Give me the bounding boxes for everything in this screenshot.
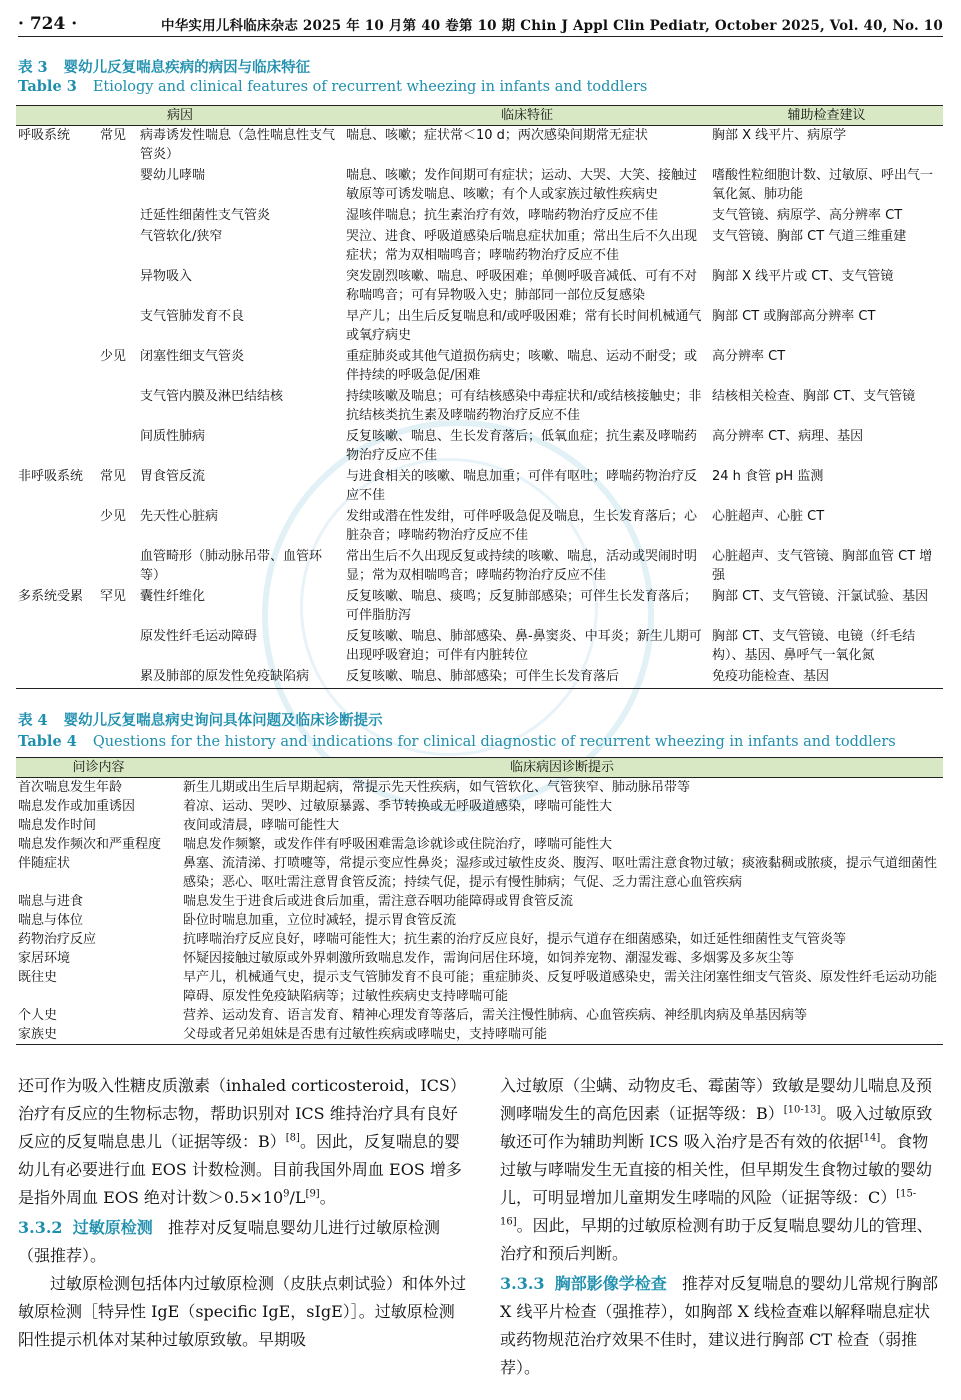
table4-header-cell: 临床病因诊断提示 <box>181 758 943 778</box>
system-cell <box>16 227 98 267</box>
disease-cell: 支气管肺发育不良 <box>140 309 245 324</box>
features-cell: 常出生后不久出现反复或持续的咳嗽、喘息，活动或哭闹时明显；常为双相喘鸣音；哮喘药物治疗反应不佳 <box>346 549 698 583</box>
question-cell: 药物治疗反应 <box>18 932 97 947</box>
table-row <box>16 387 943 427</box>
question-cell: 喘息发作频次和严重程度 <box>18 837 162 852</box>
features-cell: 与进食相关的咳嗽、喘息加重；可伴有呕吐；哮喘药物治疗反应不佳 <box>346 469 698 503</box>
disease-cell: 累及肺部的原发性免疫缺陷病 <box>138 667 344 689</box>
journal-citation: 中华实用儿科临床杂志 2025 年 10 月第 40 卷第 10 期 Chin J Appl Clin Pediatr, October 2025, Vol. 40, No. 10 <box>161 18 943 34</box>
table-row <box>16 816 943 835</box>
system-cell <box>16 166 98 206</box>
citation-ref: [14] <box>859 1132 881 1144</box>
exam-cell: 支气管镜、胸部 CT 气道三维重建 <box>712 229 907 244</box>
hint-cell: 夜间或清晨，哮喘可能性大 <box>183 818 340 833</box>
disease-cell: 婴幼儿哮喘 <box>140 168 206 183</box>
table-row <box>16 667 943 689</box>
question-cell: 家族史 <box>16 1025 181 1045</box>
section-3-3-2: 3.3.2 过敏原检测 推荐对反复喘息婴幼儿进行过敏原检测（强推荐）。 <box>18 1218 441 1265</box>
features-cell: 湿咳伴喘息；抗生素治疗有效，哮喘药物治疗反应不佳 <box>346 208 659 223</box>
exam-cell: 胸部 CT、支气管镜、电镜（纤毛结构）、基因、鼻呼气一氧化氮 <box>712 629 916 663</box>
disease-cell: 病毒诱发性喘息（急性喘息性支气管炎） <box>140 128 336 162</box>
frequency-cell: 常见 <box>100 128 127 143</box>
features-cell: 反复咳嗽、喘息、肺部感染、鼻-鼻窦炎、中耳炎；新生儿期可出现呼吸窘迫；可伴有内脏转位 <box>346 629 702 663</box>
table-row <box>16 854 943 892</box>
hint-cell: 早产儿，机械通气史，提示支气管肺发育不良可能；重症肺炎、反复呼吸道感染史，需关注闭塞性细支气管炎、原发性纤毛运动功能障碍、原发性免疫缺陷病等；过敏性疾病史支持哮喘可能 <box>183 970 938 1004</box>
table-row <box>16 267 943 307</box>
system-cell: 非呼吸系统 <box>18 469 84 484</box>
body-right-column <box>500 1072 943 1382</box>
features-cell: 反复咳嗽、喘息、肺部感染；可伴生长发育落后 <box>344 667 710 689</box>
features-cell: 重症肺炎或其他气道损伤病史；咳嗽、喘息、运动不耐受；或伴持续的呼吸急促/困难 <box>346 349 698 383</box>
table3 <box>16 105 943 689</box>
features-cell: 持续咳嗽及喘息；可有结核感染中毒症状和/或结核接触史；非抗结核类抗生素及哮喘药物治疗反应不佳 <box>346 389 702 423</box>
exam-cell: 24 h 食管 pH 监测 <box>712 469 824 484</box>
disease-cell: 先天性心脏病 <box>140 509 219 524</box>
features-cell: 哭泣、进食、呼吸道感染后喘息症状加重；常出生后不久出现症状；常为双相喘鸣音；哮喘药物治疗反应不佳 <box>346 229 698 263</box>
features-cell: 发绀或潜在性发绀，可伴呼吸急促及喘息，生长发育落后；心脏杂音；哮喘药物治疗反应不佳 <box>346 509 698 543</box>
table-row <box>16 307 943 347</box>
section-number: 3.3.3 <box>500 1274 545 1293</box>
exam-cell: 胸部 CT、支气管镜、汗氯试验、基因 <box>712 589 929 604</box>
disease-cell: 闭塞性细支气管炎 <box>140 349 245 364</box>
system-cell: 多系统受累 <box>18 589 84 604</box>
section-number: 3.3.2 <box>18 1218 63 1237</box>
question-cell: 喘息发作或加重诱因 <box>18 799 136 814</box>
frequency-cell: 少见 <box>100 509 127 524</box>
question-cell: 伴随症状 <box>18 856 71 871</box>
table-row <box>16 126 943 167</box>
exam-cell: 免疫功能检查、基因 <box>710 667 943 689</box>
hint-cell: 卧位时喘息加重，立位时减轻，提示胃食管反流 <box>183 913 457 928</box>
table-row <box>16 347 943 387</box>
frequency-cell <box>98 227 138 267</box>
system-cell <box>16 507 98 547</box>
features-cell: 反复咳嗽、喘息、生长发育落后；低氧血症；抗生素及哮喘药物治疗反应不佳 <box>346 429 698 463</box>
running-header <box>18 12 943 37</box>
system-cell <box>16 206 98 227</box>
frequency-cell <box>98 667 138 689</box>
table-row <box>16 206 943 227</box>
frequency-cell <box>98 267 138 307</box>
table4-title-cn: 表 4 婴幼儿反复喘息病史询问具体问题及临床诊断提示 <box>18 712 383 729</box>
disease-cell: 支气管内膜及淋巴结结核 <box>140 389 284 404</box>
table-row <box>16 587 943 627</box>
citation-ref: [9] <box>305 1188 320 1200</box>
table-row <box>16 835 943 854</box>
exam-cell: 嗜酸性粒细胞计数、过敏原、呼出气一氧化氮、肺功能 <box>712 168 934 202</box>
table-row <box>16 547 943 587</box>
table-row <box>16 892 943 911</box>
frequency-cell <box>98 166 138 206</box>
disease-cell: 间质性肺病 <box>140 429 206 444</box>
hint-cell: 喘息发生于进食后或进食后加重，需注意吞咽功能障碍或胃食管反流 <box>183 894 574 909</box>
system-cell <box>16 307 98 347</box>
table-row <box>16 166 943 206</box>
hint-cell: 新生儿期或出生后早期起病，常提示先天性疾病，如气管软化、气管狭窄、肺动脉吊带等 <box>183 780 691 795</box>
citation-ref: [15-16] <box>500 1188 917 1228</box>
question-cell: 喘息与进食 <box>18 894 84 909</box>
table-row <box>16 467 943 507</box>
exam-cell: 胸部 X 线平片或 CT、支气管镜 <box>712 269 894 284</box>
table-row <box>16 911 943 930</box>
disease-cell: 异物吸入 <box>140 269 193 284</box>
exam-cell: 结核相关检查、胸部 CT、支气管镜 <box>712 389 916 404</box>
system-cell <box>16 347 98 387</box>
table3-header-cell: 临床特征 <box>344 106 710 126</box>
table4-title-en: Table 4 Questions for the history and indications for clinical diagnostic of recurrent wheezing in infants and toddlers <box>18 733 896 750</box>
features-cell: 喘息、咳嗽；发作间期可有症状；运动、大哭、大笑、接触过敏原等可诱发喘息、咳嗽；有个人或家族过敏性疾病史 <box>346 168 698 202</box>
system-cell <box>16 627 98 667</box>
table3-header-cell: 病因 <box>16 106 344 126</box>
features-cell: 喘息、咳嗽；症状常＜10 d；两次感染间期常无症状 <box>346 128 648 143</box>
question-cell: 首次喘息发生年龄 <box>18 780 123 795</box>
system-cell <box>16 387 98 427</box>
exam-cell: 高分辨率 CT <box>712 349 786 364</box>
body-paragraph: 入过敏原（尘螨、动物皮毛、霉菌等）致敏是婴幼儿喘息及预测哮喘发生的高危因素（证据等级：B）[10-13]。吸入过敏原致敏还可作为辅助判断 ICS 吸入治疗是否有效的依据[14]。食物过敏与哮喘发生无直接的相关性，但早期发生食物过敏的婴幼儿，可明显增加儿童期发生哮喘的风险（证据等级：C）[15-16]。因此，早期的过敏原检测有助于反复喘息婴幼儿的管理、治疗和预后判断。 <box>500 1076 933 1263</box>
table-row <box>16 797 943 816</box>
frequency-cell: 常见 <box>100 469 127 484</box>
hint-cell: 父母或者兄弟姐妹是否患有过敏性疾病或哮喘史，支持哮喘可能 <box>181 1025 943 1045</box>
question-cell: 家居环境 <box>18 951 71 966</box>
frequency-cell <box>98 206 138 227</box>
hint-cell: 着凉、运动、哭吵、过敏原暴露、季节转换或无呼吸道感染，哮喘可能性大 <box>183 799 613 814</box>
section-title: 胸部影像学检查 <box>554 1274 667 1293</box>
exam-cell: 心脏超声、心脏 CT <box>712 509 825 524</box>
system-cell <box>16 267 98 307</box>
system-cell <box>16 547 98 587</box>
disease-cell: 气管软化/狭窄 <box>140 229 223 244</box>
question-cell: 既往史 <box>18 970 58 985</box>
table-row <box>16 1006 943 1025</box>
hint-cell: 鼻塞、流清涕、打喷嚏等，常提示变应性鼻炎；湿疹或过敏性皮炎、腹泻、呕吐需注意食物过敏；痰液黏稠或脓痰，提示气道细菌性感染；恶心、呕吐需注意胃食管反流；持续气促，提示有慢性肺病；气促、乏力需注意心血管疾病 <box>183 856 938 890</box>
citation-ref: [8] <box>285 1132 300 1144</box>
frequency-cell <box>98 387 138 427</box>
table-row <box>16 627 943 667</box>
citation-ref: [10-13] <box>783 1104 821 1116</box>
body-paragraph: 过敏原检测包括体内过敏原检测（皮肤点刺试验）和体外过敏原检测［特异性 IgE（specific IgE，sIgE）］。过敏原检测阳性提示机体对某种过敏原致敏。早期吸 <box>18 1274 467 1349</box>
table-row <box>16 930 943 949</box>
features-cell: 突发剧烈咳嗽、喘息、呼吸困难；单侧呼吸音减低、可有不对称喘鸣音；可有异物吸入史；肺部同一部位反复感染 <box>346 269 698 303</box>
hint-cell: 喘息发作频繁，或发作伴有呼吸困难需急诊就诊或住院治疗，哮喘可能性大 <box>183 837 613 852</box>
table-row <box>16 227 943 267</box>
hint-cell: 怀疑因接触过敏原或外界刺激所致喘息发作，需询问居住环境，如饲养宠物、潮湿发霉、多烟雾及多灰尘等 <box>183 951 795 966</box>
disease-cell: 囊性纤维化 <box>140 589 206 604</box>
hint-cell: 营养、运动发育、语言发育、精神心理发育等落后，需关注慢性肺病、心血管疾病、神经肌肉病及单基因病等 <box>183 1008 808 1023</box>
exam-cell: 高分辨率 CT、病理、基因 <box>712 429 864 444</box>
hint-cell: 抗哮喘治疗反应良好，哮喘可能性大；抗生素的治疗反应良好，提示气道存在细菌感染，如迁延性细菌性支气管炎等 <box>183 932 847 947</box>
disease-cell: 原发性纤毛运动障碍 <box>140 629 258 644</box>
disease-cell: 胃食管反流 <box>140 469 206 484</box>
body-paragraph: 还可作为吸入性糖皮质激素（inhaled corticosteroid，ICS）治疗有反应的生物标志物，帮助识别对 ICS 维持治疗具有良好反应的反复喘息患儿（证据等级：B）[8]。因此，反复喘息的婴幼儿有必要进行血 EOS 计数检测。目前我国外周血 EOS 增多是指外周血 EOS 绝对计数$>0.5\times 10^9/L[9]$。 <box>18 1076 466 1207</box>
table3-title-en: Table 3 Etiology and clinical features of recurrent wheezing in infants and toddlers <box>18 78 648 95</box>
system-cell <box>16 667 98 689</box>
frequency-cell <box>98 547 138 587</box>
features-cell: 早产儿；出生后反复喘息和/或呼吸困难；常有长时间机械通气或氧疗病史 <box>346 309 702 343</box>
frequency-cell <box>98 427 138 467</box>
table-row <box>16 778 943 798</box>
exam-cell: 胸部 CT 或胸部高分辨率 CT <box>712 309 876 324</box>
question-cell: 个人史 <box>18 1008 58 1023</box>
exam-cell: 胸部 X 线平片、病原学 <box>712 128 847 143</box>
table-row <box>16 949 943 968</box>
question-cell: 喘息与体位 <box>18 913 84 928</box>
exam-cell: 心脏超声、支气管镜、胸部血管 CT 增强 <box>712 549 933 583</box>
table3-header-row <box>16 106 943 126</box>
table-row <box>16 968 943 1006</box>
frequency-cell: 少见 <box>100 349 127 364</box>
system-cell: 呼吸系统 <box>18 128 71 143</box>
disease-cell: 迁延性细菌性支气管炎 <box>140 208 271 223</box>
table-row <box>16 427 943 467</box>
system-cell <box>16 427 98 467</box>
disease-cell: 血管畸形（肺动脉吊带、血管环等） <box>140 549 323 583</box>
table3-title-cn: 表 3 婴幼儿反复喘息疾病的病因与临床特征 <box>18 59 311 76</box>
table3-header-cell: 辅助检查建议 <box>710 106 943 126</box>
table-row <box>16 507 943 547</box>
section-title: 过敏原检测 <box>72 1218 153 1237</box>
frequency-cell <box>98 627 138 667</box>
section-3-3-3: 3.3.3 胸部影像学检查 推荐对反复喘息的婴幼儿常规行胸部 X 线平片检查（强推荐），如胸部 X 线检查难以解释喘息症状或药物规范治疗效果不佳时，建议进行胸部 CT 检查（弱推荐）。 <box>500 1274 939 1377</box>
table4-header-cell: 问诊内容 <box>16 758 181 778</box>
frequency-cell: 罕见 <box>100 589 127 604</box>
table4-header-row <box>16 758 943 778</box>
table-row <box>16 1025 943 1045</box>
features-cell: 反复咳嗽、喘息、痰鸣；反复肺部感染；可伴生长发育落后；可伴脂肪泻 <box>346 589 698 623</box>
page-number: · 724 · <box>18 14 78 34</box>
frequency-cell <box>98 307 138 347</box>
exam-cell: 支气管镜、病原学、高分辨率 CT <box>712 208 903 223</box>
table4 <box>16 757 943 1045</box>
question-cell: 喘息发作时间 <box>18 818 97 833</box>
body-left-column <box>18 1072 470 1354</box>
